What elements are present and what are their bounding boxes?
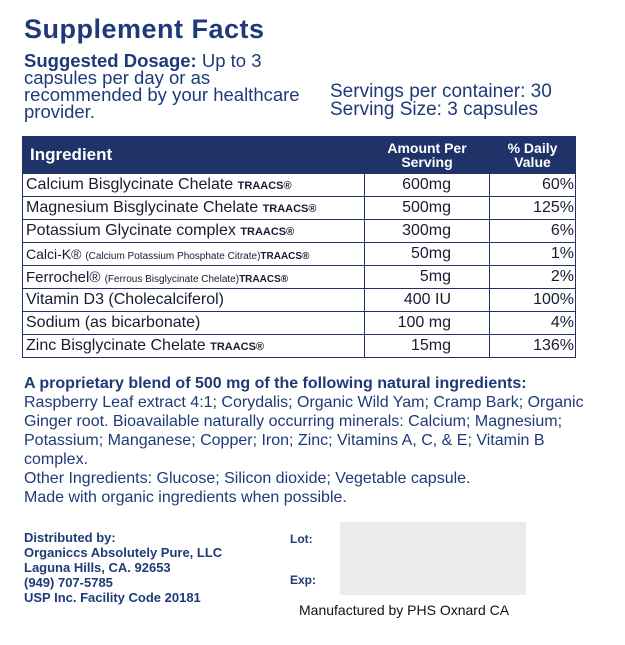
distributor-city: Laguna Hills, CA. 92653 [24, 560, 171, 575]
daily-value-cell: 4% [490, 312, 576, 335]
trademark-label: TRAACS® [240, 226, 295, 238]
ingredient-name: Potassium Glycinate complex [26, 222, 241, 239]
daily-value-cell: 60% [490, 174, 576, 197]
amount-cell: 400 IU [365, 289, 490, 312]
table-row [23, 266, 576, 289]
other-ingredients: Other Ingredients: Glucose; Silicon dioxide; Vegetable capsule. [24, 470, 471, 487]
exp-label: Exp: [290, 573, 317, 587]
ingredient-name: Sodium (as bicarbonate) [26, 314, 201, 331]
table-row [23, 289, 576, 312]
servings-info [330, 83, 552, 119]
serving-size: Serving Size: 3 capsules [330, 99, 539, 120]
amount-cell: 50mg [365, 243, 490, 266]
daily-value-cell: 2% [490, 266, 576, 289]
amount-cell: 5mg [365, 266, 490, 289]
trademark-label: TRAACS® [262, 203, 317, 215]
supplement-facts-table [22, 136, 576, 358]
daily-value-cell: 125% [490, 197, 576, 220]
servings-per-container: Servings per container: 30 [330, 81, 552, 102]
blend-heading: A proprietary blend of 500 mg of the following natural ingredients: [24, 375, 527, 392]
ingredient-cell [23, 220, 365, 243]
distributor-phone: (949) 707-5785 [24, 575, 113, 590]
distributor-company: Organiccs Absolutely Pure, LLC [24, 545, 223, 560]
daily-value-cell: 6% [490, 220, 576, 243]
header-amount: Amount Per Serving [365, 137, 490, 174]
table-row [23, 243, 576, 266]
organic-note: Made with organic ingredients when possible. [24, 489, 347, 506]
ingredient-cell [23, 312, 365, 335]
daily-value-cell: 1% [490, 243, 576, 266]
ingredient-name: Ferrochel® [26, 268, 105, 286]
table-row [23, 174, 576, 197]
ingredient-note: (Ferrous Bisglycinate Chelate) [104, 273, 240, 285]
lot-exp-stamp-area [340, 522, 526, 595]
table-row [23, 197, 576, 220]
ingredient-cell [23, 197, 365, 220]
trademark-label: TRAACS® [237, 180, 292, 192]
trademark-label: TRAACS® [239, 273, 289, 285]
ingredient-note: (Calcium Potassium Phosphate Citrate) [85, 251, 261, 262]
daily-value-cell: 100% [490, 289, 576, 312]
distributor-label: Distributed by: [24, 530, 116, 545]
ingredient-name: Vitamin D3 (Cholecalciferol) [26, 291, 224, 308]
daily-value-cell: 136% [490, 335, 576, 358]
ingredient-name: Zinc Bisglycinate Chelate [26, 337, 211, 354]
proprietary-blend-text [24, 374, 584, 507]
amount-cell: 600mg [365, 174, 490, 197]
dosage-label: Suggested Dosage: [24, 50, 197, 71]
ingredient-name: Calci-K® [26, 246, 86, 262]
amount-cell: 15mg [365, 335, 490, 358]
ingredient-cell [23, 335, 365, 358]
lot-label: Lot: [290, 532, 313, 546]
amount-cell: 500mg [365, 197, 490, 220]
table-row [23, 220, 576, 243]
header-daily-value: % Daily Value [490, 137, 576, 174]
blend-ingredients: Raspberry Leaf extract 4:1; Corydalis; Organic Wild Yam; Cramp Bark; Organic Ginger root. Bioavailable naturally occurring minerals: Calcium; Magnesium; Potassium; Manganese; Copper; Iron; Zinc; Vitamins A, C, & E; Vitamin B complex. [24, 394, 584, 468]
trademark-label: TRAACS® [260, 251, 310, 262]
facility-code: USP Inc. Facility Code 20181 [24, 590, 201, 605]
ingredient-name: Magnesium Bisglycinate Chelate [26, 199, 263, 216]
ingredient-name: Calcium Bisglycinate Chelate [26, 176, 238, 193]
amount-cell: 300mg [365, 220, 490, 243]
header-ingredient: Ingredient [23, 137, 365, 174]
dosage-text: Up to 3 capsules per day or as recommended by your healthcare provider. [24, 50, 300, 122]
distributor-block [24, 530, 222, 605]
manufactured-by: Manufactured by PHS Oxnard CA [299, 602, 510, 618]
ingredient-cell [23, 266, 365, 289]
ingredient-cell [23, 174, 365, 197]
page-title: Supplement Facts [24, 14, 265, 44]
ingredient-cell [23, 289, 365, 312]
ingredient-cell [23, 243, 365, 266]
suggested-dosage [24, 52, 324, 120]
amount-cell: 100 mg [365, 312, 490, 335]
table-row [23, 312, 576, 335]
trademark-label: TRAACS® [210, 341, 265, 353]
table-header-row [23, 137, 576, 174]
table-row [23, 335, 576, 358]
